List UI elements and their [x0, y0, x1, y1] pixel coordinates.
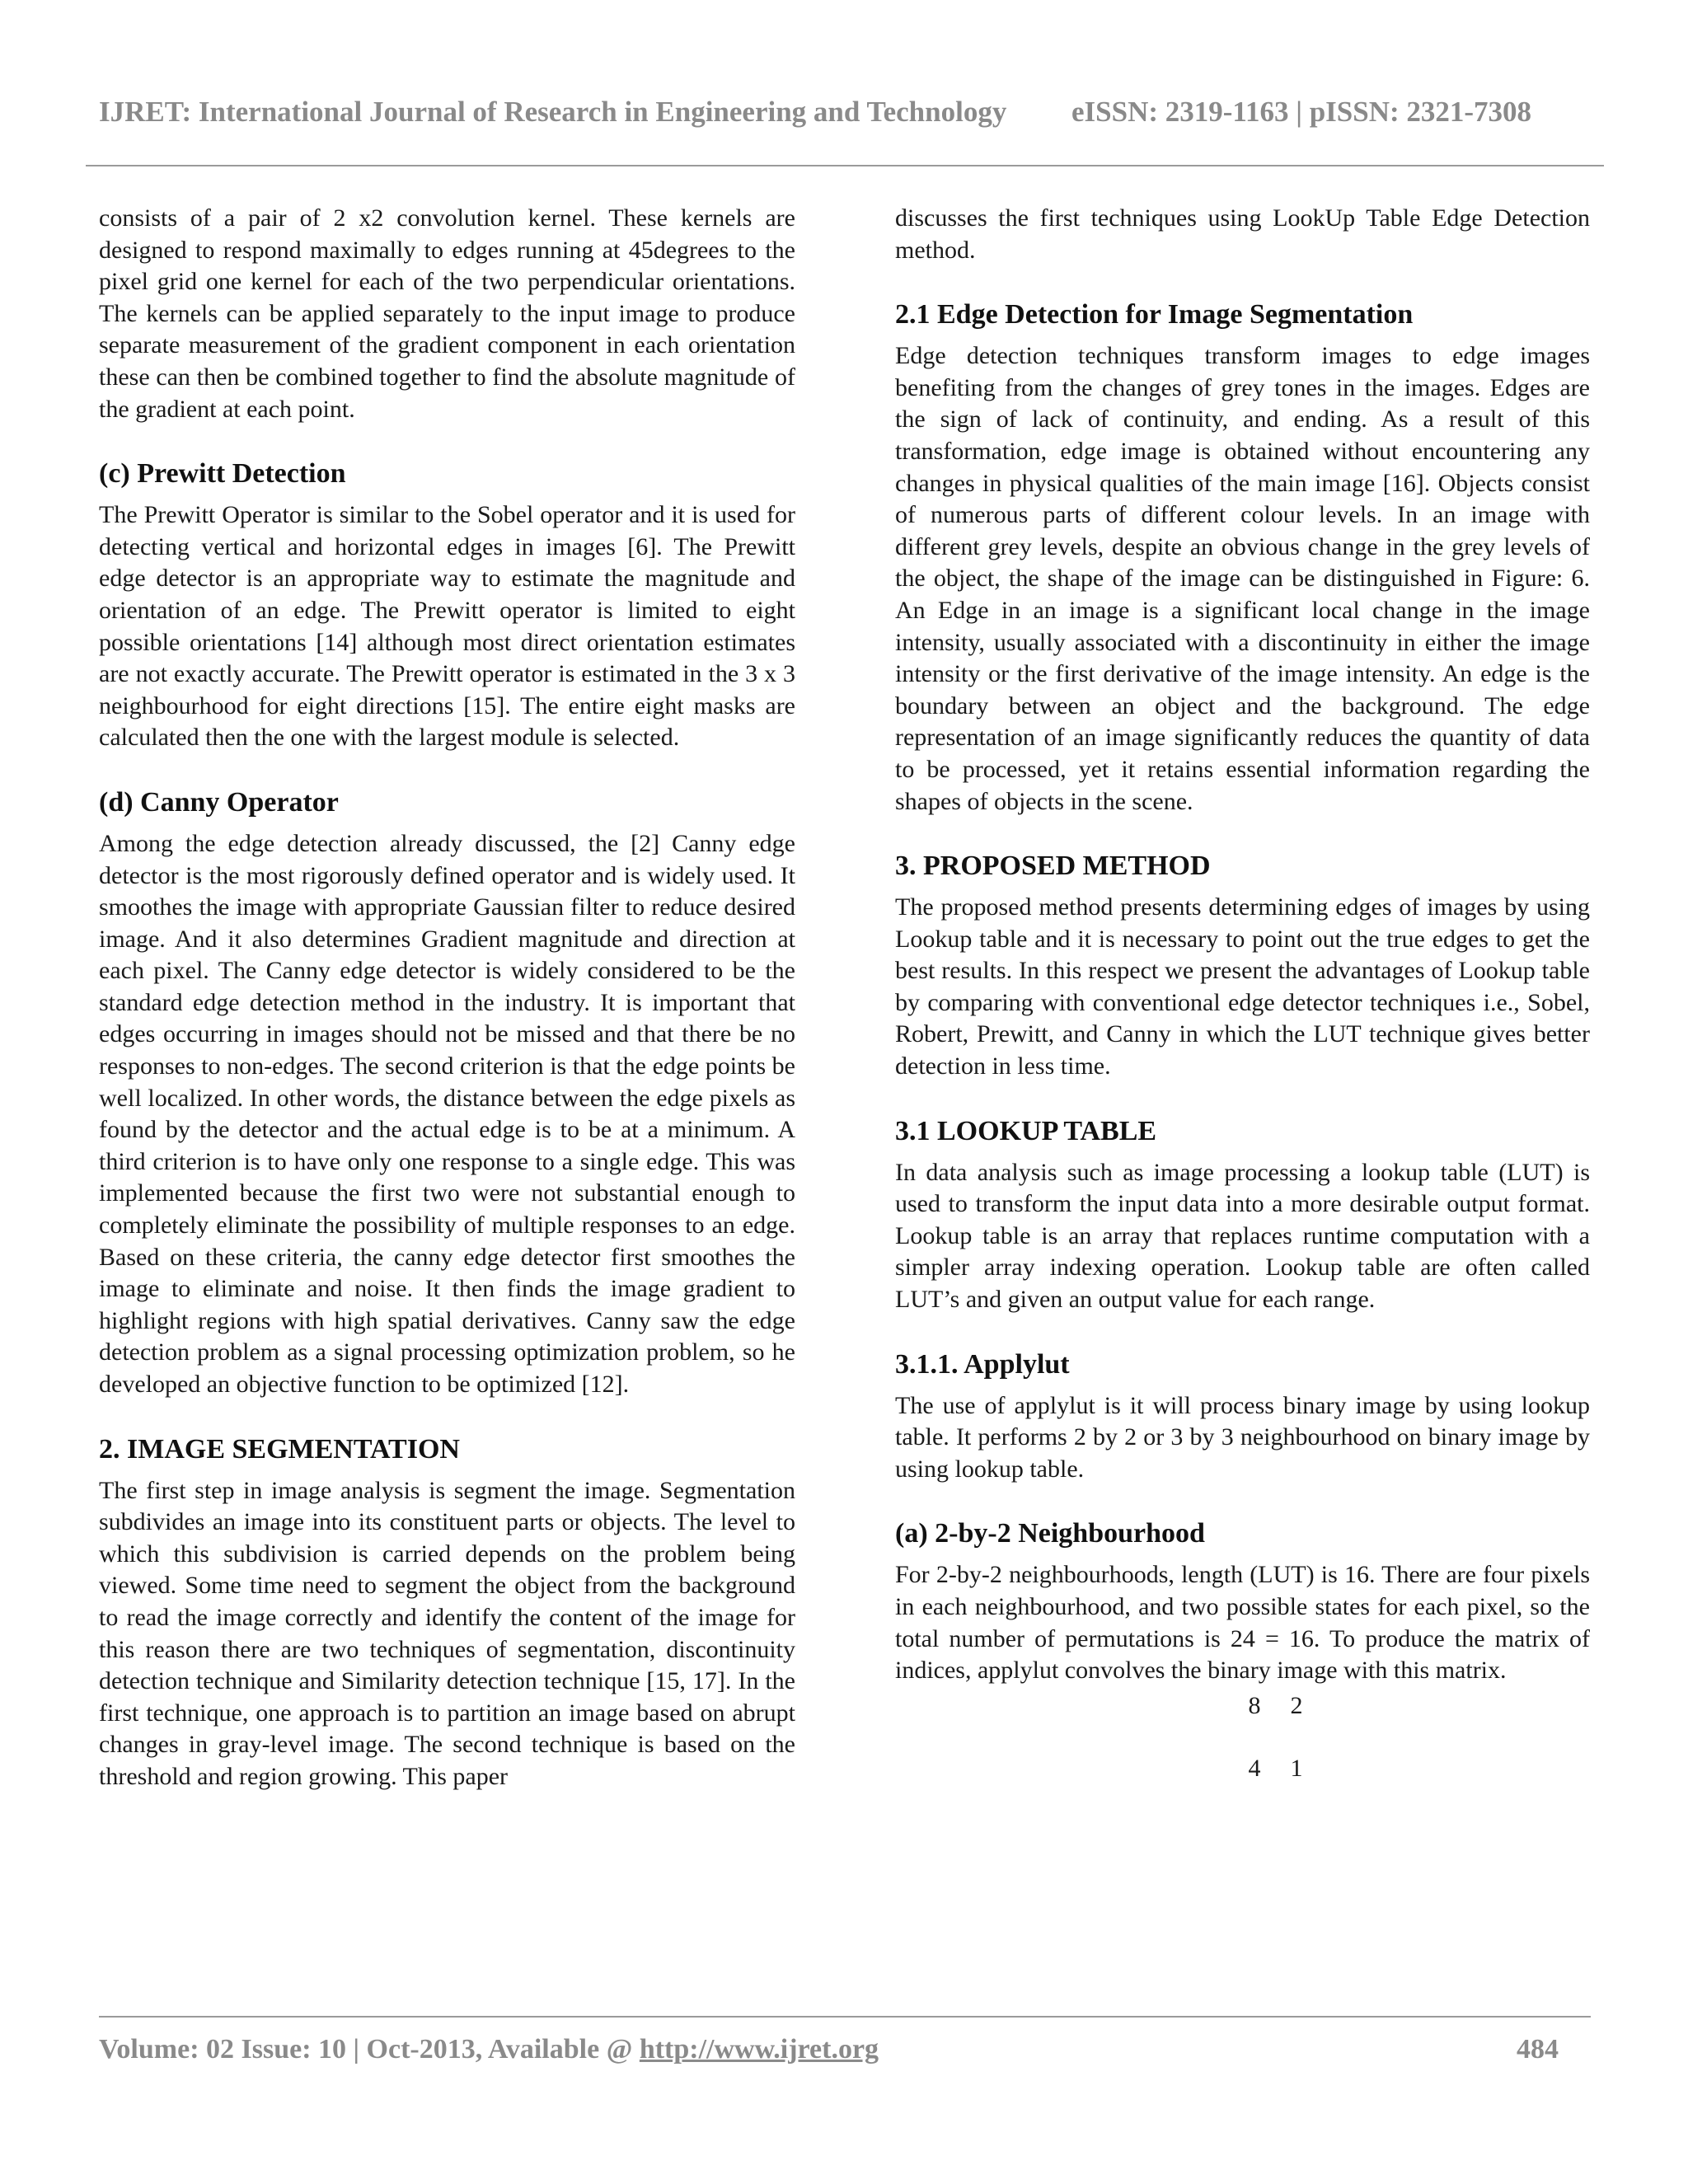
left-column — [99, 203, 795, 1793]
paragraph-roberts: consists of a pair of 2 x2 convolution kernel. These kernels are designed to respond maximally to edges running at 45degrees to the pixel grid one kernel for each of the two perpendicular orientations. The kernels can be applied separately to the input image to produce separate measurement of the gradient component in each orientation these can then be combined together to find the absolute magnitude of the gradient at each point. — [99, 204, 795, 423]
matrix-cell: 2 — [1290, 1691, 1303, 1719]
heading-canny: (d) Canny Operator — [99, 786, 339, 818]
matrix-row — [961, 1753, 1590, 1784]
heading-image-segmentation: 2. IMAGE SEGMENTATION — [99, 1433, 460, 1465]
journal-url-link[interactable]: http://www.ijret.org — [639, 2034, 879, 2064]
index-matrix — [895, 1690, 1590, 1784]
header-rule — [86, 165, 1604, 166]
matrix-cell: 4 — [1248, 1754, 1261, 1782]
paragraph-continuation: discusses the first techniques using LookUp Table Edge Detection method. — [895, 204, 1590, 264]
paragraph-applylut: The use of applylut is it will process binary image by using lookup table. It performs 2 by 2 or 3 by 3 neighbourhood on binary image by using lookup table. — [895, 1391, 1590, 1483]
page-header — [99, 96, 1607, 129]
heading-edge-detection-segmentation: 2.1 Edge Detection for Image Segmentation — [895, 299, 1414, 330]
heading-lookup-table: 3.1 LOOKUP TABLE — [895, 1115, 1157, 1146]
paragraph-proposed-method: The proposed method presents determining edges of images by using Lookup table and it is necessary to point out the true edges to get the best results. In this respect we present the advantages of Lookup table by comparing with conventional edge detector techniques i.e., Sobel, Robert, Prewitt, and Canny in which the LUT technique gives better detection in less time. — [895, 893, 1590, 1080]
footer-rule — [99, 2016, 1591, 2018]
heading-prewitt: (c) Prewitt Detection — [99, 458, 346, 490]
page-number: 484 — [1517, 2034, 1559, 2064]
paragraph-image-segmentation: The first step in image analysis is segment the image. Segmentation subdivides an image into its constituent parts or objects. The level to which this subdivision is carried depends on the problem being viewed. Some time need to segment the object from the background to read the image correctly and identify the content of the image for this reason there are two techniques of segmentation, discontinuity detection technique and Similarity detection technique [15, 17]. In the first technique, one approach is to partition an image based on abrupt changes in gray-level image. The second technique is based on the threshold and region growing. This paper — [99, 1476, 795, 1790]
paragraph-prewitt: The Prewitt Operator is similar to the Sobel operator and it is used for detecting vertical and horizontal edges in images [6]. The Prewitt edge detector is an appropriate way to estimate the magnitude and orientation of an edge. The Prewitt operator is limited to eight possible orientations [14] although most direct orientation estimates are not exactly accurate. The Prewitt operator is estimated in the 3 x 3 neighbourhood for eight directions [15]. The entire eight masks are calculated then the one with the largest module is selected. — [99, 501, 795, 752]
volume-info: Volume: 02 Issue: 10 | Oct-2013, Available @ — [99, 2034, 640, 2064]
paragraph-lookup-table: In data analysis such as image processing a lookup table (LUT) is used to transform the input data into a more desirable output format. Lookup table is an array that replaces runtime computation with a simpler array indexing operation. Lookup table are often called LUT’s and given an output value for each range. — [895, 1158, 1590, 1314]
heading-applylut: 3.1.1. Applylut — [895, 1348, 1070, 1380]
page-footer — [99, 2034, 1607, 2065]
right-column — [895, 203, 1590, 1784]
paragraph-2by2-neighbourhood: For 2-by-2 neighbourhoods, length (LUT) is 16. There are four pixels in each neighbourhood, and two possible states for each pixel, so the total number of permutations is 24 = 16. To produce the matrix of indices, applylut convolves the binary image with this matrix. — [895, 1561, 1590, 1685]
paragraph-canny: Among the edge detection already discussed, the [2] Canny edge detector is the most rigorously defined operator and is widely used. It smoothes the image with appropriate Gaussian filter to reduce desired image. And it also determines Gradient magnitude and direction at each pixel. The Canny edge detector is widely considered to be the standard edge detection method in the industry. It is important that edges occurring in images should not be missed and that there be no responses to non-edges. The second criterion is that the edge points be well localized. In other words, the distance between the edge pixels as found by the detector and the actual edge is to be at a minimum. A third criterion is to have only one response to a single edge. This was implemented because the first two were not substantial enough to completely eliminate the possibility of multiple responses to an edge. Based on these criteria, the canny edge detector first smoothes the image to eliminate and noise. It then finds the image gradient to highlight regions with high spatial derivatives. Canny saw the edge detection problem as a signal processing optimization problem, so he developed an objective function to be optimized [12]. — [99, 829, 795, 1398]
journal-title: IJRET: International Journal of Research in Engineering and Technology — [99, 96, 1007, 128]
matrix-cell: 1 — [1290, 1754, 1303, 1782]
heading-2by2-neighbourhood: (a) 2-by-2 Neighbourhood — [895, 1518, 1205, 1549]
matrix-row — [961, 1690, 1590, 1722]
matrix-cell: 8 — [1248, 1691, 1261, 1719]
issn-info: eISSN: 2319-1163 | pISSN: 2321-7308 — [1071, 96, 1532, 128]
heading-proposed-method: 3. PROPOSED METHOD — [895, 851, 1211, 882]
paragraph-edge-detection-segmentation: Edge detection techniques transform images to edge images benefiting from the changes of grey tones in the images. Edges are the sign of lack of continuity, and ending. As a result of this transformation, edge image is obtained without encountering any changes in physical qualities of the main image [16]. Objects consist of numerous parts of different colour levels. In an image with different grey levels, despite an obvious change in the grey levels of the object, the shape of the image can be distinguished in Figure: 6. An Edge in an image is a significant local change in the image intensity, usually associated with a discontinuity in either the image intensity or the first derivative of the image intensity. An edge is the boundary between an object and the background. The edge representation of an image significantly reduces the quantity of data to be processed, yet it retains essential information regarding the shapes of objects in the scene. — [895, 342, 1590, 815]
